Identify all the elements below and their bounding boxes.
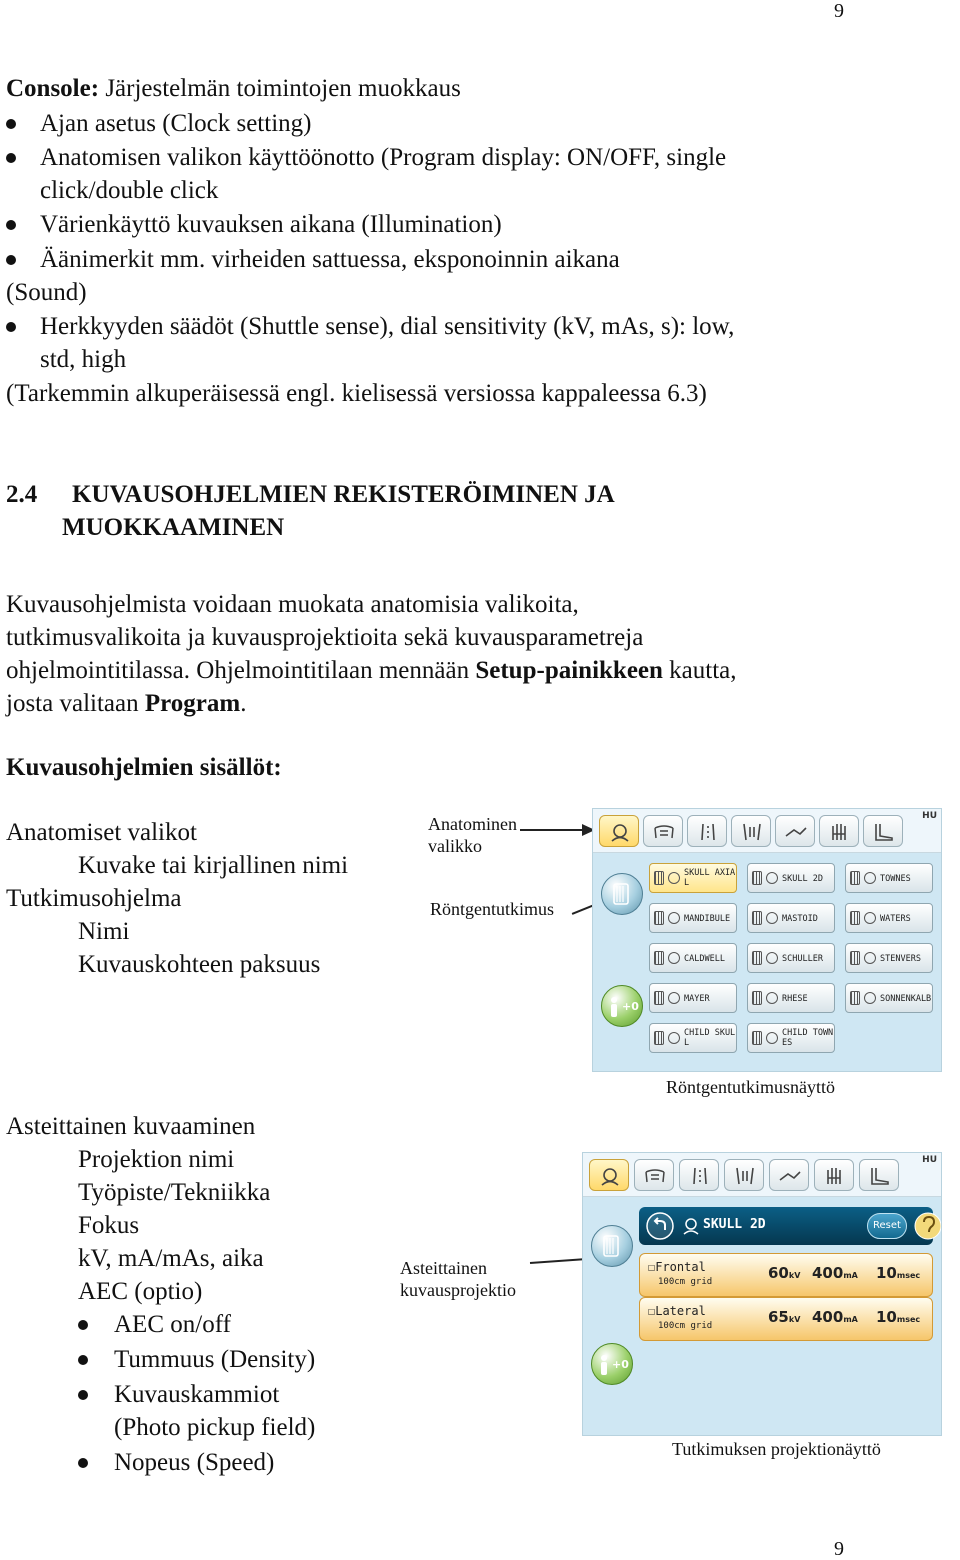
callout-anatomical-menu: Anatominen valikko xyxy=(428,814,517,856)
arm-icon xyxy=(778,1166,802,1186)
list-item: Herkkyyden säädöt (Shuttle sense), dial sensitivity (kV, mAs, s): low, std, high xyxy=(6,310,866,376)
projection-screen-caption: Tutkimuksen projektionäyttö xyxy=(672,1439,881,1459)
list-item: Anatomisen valikon käyttöönotto (Program display: ON/OFF, single click/double click xyxy=(6,141,866,208)
list-item-continuation: (Sound) xyxy=(6,279,87,306)
list-item: Nopeus (Speed) xyxy=(78,1446,378,1481)
stepwise-item: AEC (optio) xyxy=(78,1278,203,1305)
person-icon xyxy=(668,952,680,964)
tab-head[interactable] xyxy=(599,815,639,847)
callout-stepwise-projection: Asteittainen kuvausprojektio xyxy=(400,1258,516,1300)
abdomen-icon xyxy=(733,1166,757,1186)
exam-button[interactable] xyxy=(747,1023,835,1053)
exam-button-label: TOWNES xyxy=(880,874,911,884)
section-number: 2.4 xyxy=(6,481,38,508)
tab-hand[interactable] xyxy=(814,1159,854,1191)
exam-button[interactable] xyxy=(747,903,835,933)
time-value: 10msec xyxy=(876,1264,921,1282)
exam-button[interactable] xyxy=(649,903,737,933)
person-icon xyxy=(608,996,620,1018)
reset-button[interactable]: Reset xyxy=(867,1213,907,1239)
stepwise-item: Työpiste/Tekniikka xyxy=(78,1179,271,1206)
exam-mode-button[interactable] xyxy=(601,873,643,915)
exposure-icon xyxy=(602,874,642,914)
contents-item-exam-program: Tutkimusohjelma xyxy=(6,885,182,912)
arrow-line xyxy=(520,829,590,831)
tab-chest[interactable] xyxy=(634,1159,674,1191)
bullet-icon xyxy=(6,322,16,332)
list-item: Värienkäyttö kuvauksen aikana (Illumination) xyxy=(6,208,866,243)
back-arrow-icon[interactable] xyxy=(645,1211,675,1241)
person-icon xyxy=(766,872,778,884)
projection-screen xyxy=(582,1152,942,1436)
exposure-icon xyxy=(654,1031,664,1045)
console-title xyxy=(6,72,461,105)
stepwise-title: Asteittainen kuvaaminen xyxy=(6,1113,256,1140)
person-icon xyxy=(668,992,680,1004)
exam-screen xyxy=(592,808,942,1072)
foot-icon xyxy=(872,822,896,842)
intro-paragraph: Kuvausohjelmista voidaan muokata anatomisia valikoita, tutkimusvalikoita ja kuvausprojektioita sekä kuvausparametreja ohjelmointitilassa. Ohjelmointitilaan mennään Setup-painikkeen kautta, josta valitaan Program. xyxy=(6,591,737,717)
kv-value: 60kV xyxy=(768,1264,801,1282)
exposure-icon xyxy=(752,911,762,925)
contents-item-thickness: Kuvauskohteen paksuus xyxy=(78,951,321,978)
exam-button[interactable] xyxy=(845,943,933,973)
spine-icon xyxy=(696,822,720,842)
projection-header xyxy=(639,1207,933,1245)
head-icon xyxy=(598,1166,622,1186)
contents-item-icon-or-name: Kuvake tai kirjallinen nimi xyxy=(78,852,349,879)
list-item: Äänimerkit mm. virheiden sattuessa, eksponoinnin aikana xyxy=(6,243,866,276)
person-icon xyxy=(864,992,876,1004)
exposure-icon xyxy=(654,991,664,1005)
person-icon xyxy=(668,1032,680,1044)
exam-button[interactable] xyxy=(747,943,835,973)
tab-arm[interactable] xyxy=(769,1159,809,1191)
stepwise-item: Projektion nimi xyxy=(78,1146,235,1173)
hand-icon xyxy=(828,822,852,842)
head-icon xyxy=(608,822,632,842)
exam-title: SKULL 2D xyxy=(703,1217,766,1232)
exam-button-label: MASTOID xyxy=(782,914,818,924)
person-icon xyxy=(766,952,778,964)
tab-foot[interactable] xyxy=(863,815,903,847)
list-item: Kuvauskammiot (Photo pickup field) xyxy=(78,1378,378,1446)
kv-value: 65kV xyxy=(768,1308,801,1326)
exam-button[interactable] xyxy=(845,863,933,893)
abdomen-icon xyxy=(740,822,764,842)
person-icon xyxy=(864,912,876,924)
tab-spine[interactable] xyxy=(687,815,727,847)
hu-label: HU xyxy=(922,1155,937,1165)
time-value: 10msec xyxy=(876,1308,921,1326)
exam-button-label: CHILD TOWN ES xyxy=(782,1028,834,1048)
list-item: Tummuus (Density) xyxy=(78,1343,378,1378)
patient-size-button[interactable]: +0 xyxy=(601,985,643,1027)
tab-hand[interactable] xyxy=(819,815,859,847)
contents-item-anatomical-menus: Anatomiset valikot xyxy=(6,819,197,846)
section-heading xyxy=(6,478,615,541)
exam-button[interactable] xyxy=(649,1023,737,1053)
exam-button-label: MAYER xyxy=(684,994,710,1004)
anatomical-menu-bar xyxy=(593,809,941,853)
hand-icon xyxy=(823,1166,847,1186)
contents-heading: Kuvausohjelmien sisällöt: xyxy=(6,754,282,781)
person-icon xyxy=(766,1032,778,1044)
tab-arm[interactable] xyxy=(775,815,815,847)
bullet-icon xyxy=(78,1458,88,1468)
tab-foot[interactable] xyxy=(859,1159,899,1191)
projection-row-lateral[interactable]: ☐Lateral 100cm grid 65kV 400mA 10msec xyxy=(639,1297,933,1341)
section-title-line2: MUOKKAAMINEN xyxy=(62,514,285,541)
exam-button[interactable] xyxy=(845,903,933,933)
bullet-icon xyxy=(6,220,16,230)
person-icon xyxy=(864,872,876,884)
projection-row-frontal[interactable]: ☐Frontal 100cm grid 60kV 400mA 10msec xyxy=(639,1253,933,1297)
console-bullet-list xyxy=(6,107,866,376)
exam-button[interactable] xyxy=(747,863,835,893)
exam-button[interactable] xyxy=(649,983,737,1013)
exposure-icon xyxy=(654,951,664,965)
bullet-icon xyxy=(6,153,16,163)
exposure-icon xyxy=(654,871,664,885)
exam-button-label: CALDWELL xyxy=(684,954,725,964)
stepwise-item: Fokus xyxy=(78,1212,140,1239)
exam-button-label: SONNENKALB xyxy=(880,994,932,1004)
stepwise-item: kV, mA/mAs, aika xyxy=(78,1245,264,1272)
tab-chest[interactable] xyxy=(643,815,683,847)
contents-item-name: Nimi xyxy=(78,918,130,945)
exposure-icon xyxy=(850,951,860,965)
exam-mode-button[interactable] xyxy=(591,1225,633,1267)
person-icon xyxy=(668,872,680,884)
person-icon xyxy=(766,992,778,1004)
ma-value: 400mA xyxy=(812,1264,858,1282)
exam-button[interactable] xyxy=(649,943,737,973)
exposure-icon xyxy=(850,871,860,885)
aec-bullet-list xyxy=(78,1308,378,1481)
exposure-icon xyxy=(752,951,762,965)
tab-spine[interactable] xyxy=(679,1159,719,1191)
person-icon xyxy=(766,912,778,924)
bullet-icon xyxy=(78,1320,88,1330)
person-icon xyxy=(668,912,680,924)
exposure-icon xyxy=(654,911,664,925)
exposure-icon xyxy=(752,1031,762,1045)
exam-button[interactable] xyxy=(649,863,737,893)
bullet-icon xyxy=(78,1355,88,1365)
exam-button-label: RHESE xyxy=(782,994,808,1004)
exposure-icon xyxy=(850,991,860,1005)
anatomical-menu-bar xyxy=(583,1153,941,1197)
bullet-icon xyxy=(6,119,16,129)
list-item: Ajan asetus (Clock setting) xyxy=(6,107,866,141)
exam-button-label: SKULL AXIA L xyxy=(684,868,736,888)
person-icon xyxy=(598,1354,610,1376)
hearing-icon[interactable] xyxy=(913,1210,942,1242)
person-icon xyxy=(864,952,876,964)
list-item: AEC on/off xyxy=(78,1308,378,1343)
spine-icon xyxy=(688,1166,712,1186)
exam-button-label: STENVERS xyxy=(880,954,921,964)
section-title-line1: KUVAUSOHJELMIEN REKISTERÖIMINEN JA xyxy=(72,481,615,508)
person-icon xyxy=(683,1217,699,1235)
exam-button[interactable] xyxy=(747,983,835,1013)
console-label: Console: xyxy=(6,75,100,102)
exam-screen-caption: Röntgentutkimusnäyttö xyxy=(666,1077,835,1097)
ma-value: 400mA xyxy=(812,1308,858,1326)
exposure-icon xyxy=(752,871,762,885)
exposure-icon xyxy=(752,991,762,1005)
exposure-icon xyxy=(592,1226,632,1266)
tab-abdomen[interactable] xyxy=(731,815,771,847)
exam-button-label: WATERS xyxy=(880,914,911,924)
page-number-bottom: 9 xyxy=(834,1538,844,1560)
tab-head[interactable] xyxy=(589,1159,629,1191)
exposure-icon xyxy=(850,911,860,925)
exam-button-label: MANDIBULE xyxy=(684,914,731,924)
exam-button-label: SKULL 2D xyxy=(782,874,823,884)
exam-button-label: CHILD SKUL L xyxy=(684,1028,736,1048)
hu-label: HU xyxy=(922,811,937,821)
tab-abdomen[interactable] xyxy=(724,1159,764,1191)
patient-size-button[interactable]: +0 xyxy=(591,1343,633,1385)
console-title-text: Järjestelmän toimintojen muokkaus xyxy=(99,75,461,102)
bullet-icon xyxy=(6,255,16,265)
page-number-top: 9 xyxy=(834,0,844,22)
bullet-icon xyxy=(78,1390,88,1400)
chest-icon xyxy=(652,822,676,842)
chest-icon xyxy=(643,1166,667,1186)
console-note: (Tarkemmin alkuperäisessä engl. kielisessä versiossa kappaleessa 6.3) xyxy=(6,380,707,407)
exam-button[interactable] xyxy=(845,983,933,1013)
callout-xray-exam: Röntgentutkimus xyxy=(430,899,555,919)
arm-icon xyxy=(784,822,808,842)
foot-icon xyxy=(868,1166,892,1186)
exam-button-label: SCHULLER xyxy=(782,954,823,964)
